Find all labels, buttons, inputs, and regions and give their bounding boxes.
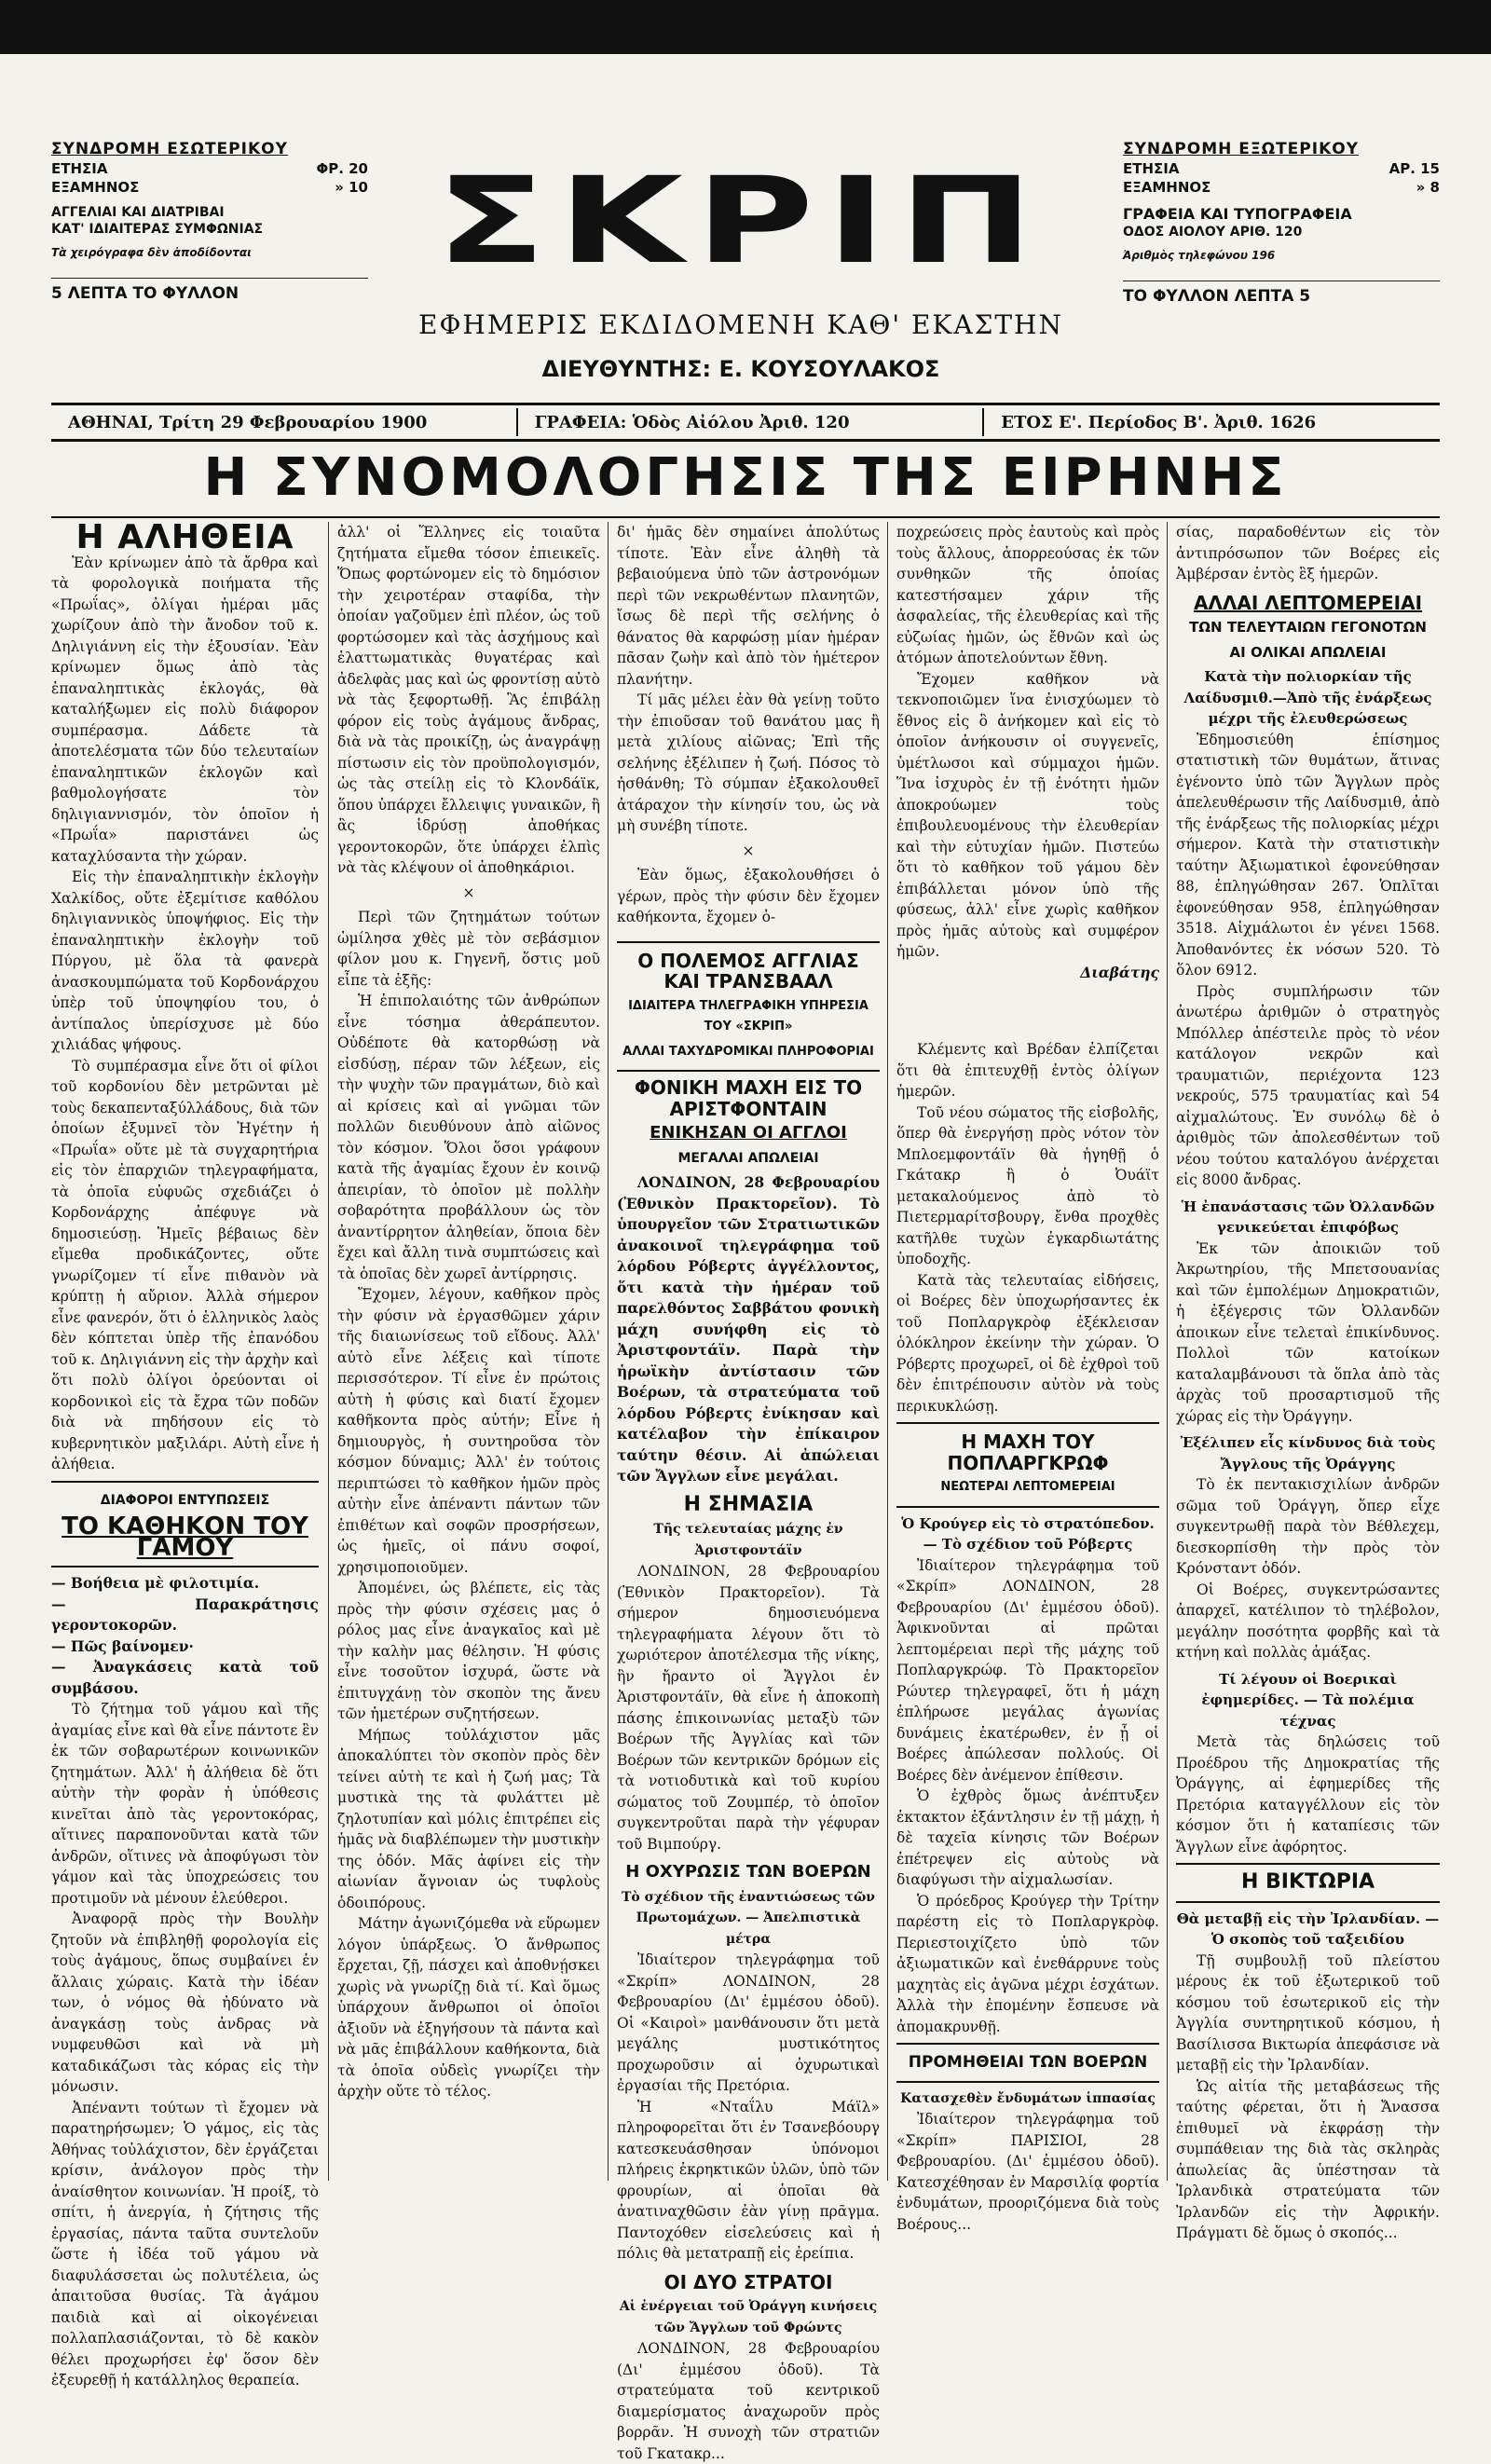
signature: Διαβάτης [1080,963,1159,981]
subheading: Η ΟΧΥΡΩΣΙΣ ΤΩΝ ΒΟΕΡΩΝ [625,1862,871,1882]
top-black-band [0,0,1491,54]
offices-line: ΓΡΑΦΕΙΑ ΚΑΙ ΤΥΠΟΓΡΑΦΕΙΑ [1123,205,1352,223]
paragraph: Τῇ συμβουλῇ τοῦ πλείστου μέρους ἐκ τοῦ ἐξωτερικοῦ τοῦ κόσμου τοῦ ἐσωτερικοῦ εἰς τὴν Ἀγγλία συντηρητικοῦ κόσμου, ἡ Βασίλισσα Βικτωρία ἀπεφάσισε νὰ μεταβῇ εἰς τὴν Ἰρλανδίαν. [1176,1951,1440,2074]
subheading-note: Κατασχεθὲν ἔνδυμάτων ἱππασίας [900,2090,1156,2106]
subheading: ΕΝΙΚΗΣΑΝ ΟΙ ΑΓΓΛΟΙ [650,1123,847,1143]
paragraph: Ἰδιαίτερον τηλεγράφημα τοῦ «Σκρίπ» ΠΑΡΙΣΙΟΙ, 28 Φεβρουαρίου. (Δι' ἐμμέσου ὁδοῦ). Κατεσχέθησαν ἐν Μαρσιλίᾳ φορτία ἐνδυμάτων, προοριζόμενα διὰ τοὺς Βοέρους... [896,2111,1159,2233]
paragraph: Ἀπομένει, ὡς βλέπετε, εἰς τὰς πρὸς τὴν φύσιν σχέσεις μας ὁ ρόλος μας εἶνε ἀναγκαῖος καὶ μὲ τὴν καλὴν μας θέλησιν. Ἡ φύσις εἶνε τοσοῦτον ἰσχυρά, ὥστε νὰ ἐπιτυγχάνῃ τὸν σκοπὸν της ἄνευ τῶν ἡμετέρων συζητήσεων. [337,1580,600,1722]
bullet: — Πῶς βαίνομεν· [51,1636,194,1655]
paragraph: Ἡ ἐπιπολαιότης τῶν ἀνθρώπων εἶνε τόσημα ἀθεράπευτον. Οὐδέποτε θὰ κατορθώσῃ νὰ εἰσδύσῃ, πέραν τῶν λέξεων, εἰς τὴν ψυχὴν τῶν πραγμάτων, διὸ καὶ αἱ κρίσεις καὶ αἱ γνῶμαι τῶν πολλῶν διευθύνουν ἀπὸ αἰῶνος τὸν κόσμον. Ὅλοι ὅσοι γράφουν κατὰ τῆς ἀγαμίας ἔχουν ἐν κοινῷ ἀπειρίαν, τὸ ὁποῖον μὲ πολλὴν σοβαρότητα προβάλλουν ὡς τὸν ἀναντίρρητον ἀληθείαν, ὅποια δὲν ἔχει καὶ ἄλλη τινὰ συμπτώσεις καὶ τὰ ὁποῖας δὲν χωρεῖ ἀντίρρησις. [337,992,600,1282]
paragraph: ποχρεώσεις πρὸς ἑαυτοὺς καὶ πρὸς τοὺς ἄλλους, ἀπορρεούσας ἐκ τῶν συνθηκῶν τῆς ὁποίας κατεστήσαμεν χάριν τῆς ἀσφαλείας, τῆς ἐλευθερίας καὶ τῆς εὐζωίας ἡμῶν, ὡς ἔθνῶν καὶ ὡς ἀτόμων ἀποτελούντων ἔθνη. [896,524,1159,666]
issue-number: ΕΤΟΣ Ε'. Περίοδος Β'. Ἀριθ. 1626 [1001,412,1317,432]
sub-right-row [1123,160,1440,177]
paragraph: Ἀπέναντι τούτων τὶ ἔχομεν νὰ παρατηρήσωμεν; Ὁ γάμος, εἰς τὰς Ἀθήνας τοὐλάχιστον, δὲν ἐργάζεται κρίσιν, ἀνάλογον πρὸς τὴν ἀναίσθητον κοινωνίαν. Ἡ προίξ, τὸ σπίτι, ἡ ἀνεργία, ἡ ζήτησις τῆς ἐργασίας, πάντα ταῦτα συντελοῦν ὥστε ἡ ἰδέα τοῦ γάμου νὰ διαφυλάσσεται ὡς πολυτέλεια, ὡς ἀπαιτοῦσα θυσίας. Τὰ ἀγάμου παιδιὰ καὶ αἱ οἰκογένειαι πολλαπλασιάζονται, τὸ δὲ κακὸν θέλει προχωρήσει ἐφ' ὅσον δὲν ἐξευρεθῇ ἡ κατάλληλος θεραπεία. [51,2099,319,2389]
row-value: ΦΡ. 20 [316,160,368,177]
article-title: Η ΑΛΗΘΕΙΑ [75,518,294,556]
paragraph: Ἡ «Νταΐλυ Μάϊλ» πληροφορεῖται ὅτι ἐν Τσανεβόουργ κατεσκευάσθησαν ὑπόνομοι πλήρεις ἐκρηκτικῶν ὑλῶν, ὑπὸ τῶν φρουρίων, αἱ ὁποῖαι θὰ ἀνατιναχθῶσιν ἐὰν γίνῃ πρᾶγμα. Παντοχόθεν εἰσελεύσεις καὶ ἡ πόλις θὰ μετατραπῇ εἰς ἐρείπια. [617,2098,880,2262]
column-divider [328,522,329,2181]
paragraph: Τὸ συμπέρασμα εἶνε ὅτι οἱ φίλοι τοῦ κορδονίου δὲν μετρῶνται μὲ τοὺς δεκαπενταξύλλάδους, διὰ τῶν ὁποίων ἐξυμνεῖ τὸν Ἠγέτην ἡ «Πρωΐα» οὔτε μὲ τὰ συγχαρητήρια εἰς τὸν ἐπαρχιῶν τηλεγραφήματα, τὰ ὁποῖα εὐφυῶς σχεδιάζει ὁ Κορδονάρχης ἀπέφυγε νὰ δημοσιεύσῃ. Ἡμεῖς βέβαιως δὲν εἴμεθα προδικάζοντες, οὔτε γνωρίζομεν τί εἶνε πιθανὸν νὰ κρύπτῃ ἡ αὔριον. Ἀλλὰ σήμερον εἶνε φανερόν, ὅτι ὁ ἑλληνικὸς λαὸς δὲν κόπτεται ὑπὲρ τῆς ἐπανόδου τοῦ κ. Δηλιγιάννη εἰς τὴν ἀρχὴν καὶ ὅτι πολὺ ὀλίγοι ὀρεύονται οἱ κορδονικοὶ εἰς τὰ ἔχρα τῶν ποδῶν διὰ νὰ πηδήσουν εἰς τὸ κυβερνητικὸν μαξιλάρι. Αὐτὴ εἶνε ἡ ἀλήθεια. [51,1057,319,1472]
bullet: — Παρακράτησις γεροντοκορῶν. [51,1595,319,1634]
bullet: — Βοήθεια μὲ φιλοτιμία. [51,1574,260,1592]
paragraph: Ἐὰν ὅμως, ἐξακολουθήσει ὁ γέρων, πρὸς τὴν φύσιν δὲν ἔχομεν καθήκοντα, ἔχομεν ὁ- [617,867,880,925]
column-1 [51,518,319,2389]
paragraph: Τὸ ζήτημα τοῦ γάμου καὶ τῆς ἀγαμίας εἶνε καὶ θὰ εἶνε πάντοτε ἓν ἐκ τῶν σοβαρωτέρων κοινωνικῶν ζητημάτων. Ἀλλ' ἡ ἀλήθεια δὲ ὅτι αὐτὴν τὴν φορὰν ἡ ὑπόθεσις κινεῖται ἀπὸ τὰς γεροντοκόρας, αἵτινες παραπονοῦνται κατὰ τῶν ἀνδρῶν, οἵτινες νὰ ἀποφύγωσι τὸν γάμον καὶ τὰς ὑποχρεώσεις του προτιμοῦν νὰ μένουν ἐλεύθεροι. [51,1701,319,1907]
subheading-note: Ἡ ἐπανάστασις τῶν Ὀλλανδῶν γενικεύεται ἐπιφόβως [1181,1198,1435,1236]
paragraph: Ὁ ἐχθρὸς ὅμως ἀνέπτυξεν ἐκτακτον ἐξάντλησιν ἐν τῇ μάχῃ, ἡ δὲ ταχεῖα κίνησις τῶν Βοέρων ἐπέτρεψεν εἰς αὐτοὺς νὰ διαφύγωσι τὴν αἰχμαλωσίαν. [896,1787,1159,1888]
paragraph: Πρὸς συμπλήρωσιν τῶν ἀνωτέρω ἀριθμῶν ὁ στρατηγὸς Μπόλλερ ἀπέστειλε πρὸς τὸ νέον κατάλογον νεκρῶν καὶ τραυματιῶν, περιέχοντα 123 νεκρούς, 575 τραυματίας καὶ 54 αἰχμαλώτους. Ἐν συνόλῳ δὲ ὁ ἀριθμὸς τῶν ἀπολεσθέντων τοῦ νέου τούτου καταλόγου ἀνέρχεται εἰς 8000 ἄνδρας. [1176,982,1440,1188]
paragraph: ἀλλ' οἱ Ἕλληνες εἰς τοιαῦτα ζητήματα εἴμεθα τόσον ἐπιεικεῖς. Ὅπως φορτώνομεν εἰς τὸ δημόσιον τὴν χειροτέραν σταφίδα, τὴν ὁποίαν γαζοῦμεν ἐπὶ πλέον, ὡς τοῦ φορτώσομεν καὶ τὰς ἀσχήμους καὶ ἐλαττωματικὰς θυγατέρας καὶ ἀδελφὰς μας καὶ ὡς φροντίσῃ αὐτὸ νὰ τὰς ξεφορτωθῇ. Ἂς ἐπιβάλῃ φόρον εἰς τοὺς ἀγάμους ἄνδρας, διὰ νὰ τὰς προικίζῃ, ὡς ἀναγράψῃ πίστωσιν εἰς τὸν προϋπολογισμόν, ὡς τὰς στείλῃ εἰς τὸ Κλονδάϊκ, ὅπου ὑπάρχει ἔλλειψις γυναικῶν, ἢ ἂς ἱδρύσῃ ἀποθήκας γεροντοκορῶν, ὅτε ὑπάρχει ἐλπὶς νὰ τὰς κλέψουν οἱ ἀποθηκάριοι. [337,524,600,876]
subheading-note: Κατὰ τὴν πολιορκίαν τῆς Λαίδυσμιθ.—Ἀπὸ τῆς ἐνάρξεως μέχρι τῆς ἐλευθερώσεως [1183,668,1432,727]
paragraph: Ἰδιαίτερον τηλεγράφημα τοῦ «Σκρίπ» ΛΟΝΔΙΝΟΝ, 28 Φεβρουαρίου (Δι' ἐμμέσου ὁδοῦ). Οἱ «Καιροὶ» μανθάνουσιν ὅτι μετὰ μεγάλης μυστικότητος προχωροῦσιν αἱ ὀχυρωτικαὶ ἐργασίαι τῆς Πρετόρια. [617,1951,880,2094]
column-5 [1176,522,1440,2241]
ads-line: ΑΓΓΕΛΙΑΙ ΚΑΙ ΔΙΑΤΡΙΒΑΙ [51,205,225,220]
paragraph: Περὶ τῶν ζητημάτων τούτων ὡμίλησα χθὲς μὲ τὸν σεβάσμιον φίλον μου κ. Γηγενῆ, ὅστις μοῦ εἶπε τὰ ἑξῆς: [337,909,600,989]
paragraph: δι' ἡμᾶς δὲν σημαίνει ἀπολύτως τίποτε. Ἐὰν εἶνε ἀληθὴ τὰ βεβαιούμενα ὑπὸ τῶν ἀστρονόμων περὶ τῶν νεκρωθέντων πλανητῶν, ἴσως δὲ περὶ τῆς σελήνης ὁ θάνατος θὰ καρφώσῃ μίαν ἡμέραν πᾶσαν ζωὴν καὶ ἀπὸ τὸν ἡμέτερον πλανήτην. [617,524,880,688]
price-left: 5 ΛΕΠΤΑ ΤΟ ΦΥΛΛΟΝ [51,278,368,303]
paragraph: Ἀναφορᾷ πρὸς τὴν Βουλὴν ζητοῦν νὰ ἐπιβληθῇ φορολογία εἰς τοὺς ἀγάμους, ὅπως συμβαίνει ἐν ἄλλαις χώραις. Κατὰ τὴν ἰδέαν των, ὁ νόμος θὰ ἠδύνατο νὰ ἀναγκάσῃ τοὺς ἀνδρας νὰ νυμφευθῶσι καὶ νὰ μὴ καταδικάζωσι τὰς κόρας εἰς τὴν μόνωσιν. [51,1910,319,2095]
bullet: — Ἀναγκάσεις κατὰ τοῦ συμβάσου. [51,1658,319,1697]
paragraph: Ἔχομεν καθῆκον νὰ τεκνοποιῶμεν ἵνα ἐνισχύωμεν τὸ ἔθνος εἰς ὃ ἀνήκομεν καὶ εἰς τὸ ὁποῖον ἀνήκουσιν οἱ συγγενεῖς, ὑμέτλωσοι καὶ σύμμαχοι ἡμῶν. Ἵνα ἰσχυρὸς ἐν τῇ ἐνότητι ἡμῶν ἀποκρούωμεν τοὺς ἐπιβουλευομένους τὴν ἐλευθερίαν καὶ τὴν εὐτυχίαν ἡμῶν. Πιστεύω ὅτι τὸ καθῆκον τοῦ γάμου δὲν ἐπιβάλλεται μόνον ὑπὸ τῆς φύσεως, ἀλλ' εἶνε χωρὶς καθῆκον πρὸς ἡμᾶς αὐτοὺς καὶ συμφέρον ἡμῶν. [896,670,1159,960]
column-divider [887,522,888,2181]
paragraph: ΛΟΝΔΙΝΟΝ, 28 Φεβρουαρίου (Ἐθνικὸν Πρακτορεῖον). Τὰ σήμερον δημοσιευόμενα τηλεγραφήματα λέγουν ὅτι τὸ χωριότερον ἀποτέλεσμα τῆς νίκης, ἣν ἤραντο οἱ Ἄγγλοι ἐν Ἀριστφοντάϊν, θὰ εἶνε ἡ ἀποκοπὴ πάσης ἐπικοινωνίας μεταξὺ τῶν Βοέρων τῆς Ἀγγλίας καὶ τῶν Βοέρων τῶν κεντρικῶν δρόμων εἰς τὰ νοτιοδυτικὰ καὶ τοῦ κυρίου σώματος τοῦ Ζουμπέρ, τὸ ὁποῖον συγκεντροῦται παρὰ τὴν γέφυραν τοῦ Βιμπούργ. [617,1563,880,1853]
subheading: ΑΛΛΑΙ ΛΕΠΤΟΜΕΡΕΙΑΙ [1193,591,1423,614]
row-value: » 8 [1416,179,1440,196]
column-divider [1167,522,1168,2181]
paragraph: Ὡς αἰτία τῆς μεταβάσεως τῆς ταύτης φέρεται, ὅτι ἡ Ἄνασσα ἐπιθυμεῖ νὰ ἐκφράσῃ τὴν συμπάθειαν της διὰ τὰς σκληρὰς ἀπωλείας ἃς ὑπέστησαν τὰ Ἰρλανδικὰ στρατεύματα τῶν Ἰρλανδῶν εἰς τὴν Ἀφρικήν. Πράγματι δὲ ὅμως ὁ σκοπός... [1176,2077,1440,2241]
row-label: ΕΤΗΣΙΑ [1123,160,1180,177]
war-section-header [617,941,880,1073]
column-3 [617,522,880,2462]
tagline: ΕΦΗΜΕΡΙΣ ΕΚΔΙΔΟΜΕΝΗ ΚΑΘ' ΕΚΑΣΤΗΝ [418,309,1063,340]
paragraph: Κατὰ τὰς τελευταίας εἰδήσεις, οἱ Βοέρες δὲν ὑποχωρήσαντες ἐκ τοῦ Ποπλαργκρὸφ ἐξέκλεισαν ὁλόκληρον ἐκείνην τὴν χώραν. Ὁ Ρόβερτς προχωρεῖ, οἱ δὲ ἐχθροὶ τοῦ δὲν ἐπιτρέπουσιν αὐτὸν νὰ τοὺς περικυκλώσῃ. [896,1271,1159,1415]
paragraph: Μάτην ἀγωνιζόμεθα νὰ εὕρωμεν λόγον ὑπάρξεως. Ὁ ἄνθρωπος ἔρχεται, ζῇ, πάσχει καὶ ἀποθνῄσκει χωρὶς νὰ γνωρίζῃ διὰ τί. Καὶ ὅμως ὑπάρχουν ἄνθρωποι οἱ ὁποῖοι ἀξιοῦν νὰ ἐξηγήσουν τὰ πάντα καὶ νὰ μᾶς ἐπιβάλλουν καθήκοντα, διὰ τὰ ὁποῖα οὐδεὶς γνωρίζει τὴν ἀρχὴν οὔτε τὸ τέλος. [337,1915,600,2100]
war-title: Ο ΠΟΛΕΜΟΣ ΑΓΓΛΙΑΣ ΚΑΙ ΤΡΑΝΣΒΑΑΛ [637,949,859,992]
paragraph: Ἰδιαίτερον τηλεγράφημα τοῦ «Σκρίπ» ΛΟΝΔΙΝΟΝ, 28 Φεβρουαρίου (Δι' ἐμμέσου ὁδοῦ). Ἀφικνοῦνται αἱ πρῶται λεπτομέρειαι περὶ τῆς μάχης τοῦ Ποπλαργκρώφ. Τὸ Πρακτορεῖον Ρώυτερ τηλεγραφεῖ, ὅτι ἡ μάχη ἐπλήρωσε μεγάλας ἀγωνίας δυνάμεις ἑκατέρωθεν, ἐν ᾗ οἱ Βοέρες ἀπώλεσαν πολλούς. Οἱ Βοέρες δὲν ἀνέμενον ἐπίθεσιν. [896,1556,1159,1784]
newspaper-logo: ΣΚΡΙΠ [435,152,1046,291]
subheading: Η ΣΗΜΑΣΙΑ [683,1492,814,1516]
subheading: Η ΒΙΚΤΩΡΙΑ [1240,1870,1375,1894]
paragraph: σίας, παραδοθέντων εἰς τὸν ἀντιπρόσωπον τῶν Βοέρες εἰς Ἀμβέρσαν ἐντὸς ἓξ ἡμερῶν. [1176,524,1440,582]
paragraph: Μετὰ τὰς δηλώσεις τοῦ Προέδρου τῆς Δημοκρατίας τῆς Ὀράγγης, αἱ ἐφημερίδες τῆς Πρετόρια καταγγέλλουν εἰς τὸν κόσμον ὅτι ἡ καταπίεσις τῶν Ἄγγλων εἶνε ἀφόρητος. [1176,1733,1440,1855]
paragraph: Τοῦ νέου σώματος τῆς εἰσβολῆς, ὅπερ θὰ ἐνεργήσῃ πρὸς νότον τὸν Μπλοεμφοντάϊν θὰ ἡγηθῇ ὁ Γκάτακρ ἢ ὁ Ὀυάϊτ μετακαλούμενος ἀπὸ τὸ Πιετερμαρίτσβουργ, ἔνθα προχθὲς κατῆλθε τυχὼν ἐγκαρδιωτάτης ὑποδοχῆς. [896,1103,1159,1267]
subheading: ΤΩΝ ΤΕΛΕΥΤΑΙΩΝ ΓΕΓΟΝΟΤΩΝ [1189,619,1427,636]
column-divider [608,522,609,2181]
address-line: ΟΔΟΣ ΑΙΟΛΟΥ ΑΡΙΘ. 120 [1123,225,1303,240]
subheading: ΑΙ ΟΛΙΚΑΙ ΑΠΩΛΕΙΑΙ [1229,643,1387,661]
dateline [51,403,1440,442]
column-2 [337,522,600,2177]
article-title: ΤΟ ΚΑΘΗΚΟΝ ΤΟΥ ΓΑΜΟΥ [62,1513,308,1562]
section-box [896,2043,1159,2083]
section-box [51,1481,319,1568]
sub-right-title: ΣΥΝΔΡΟΜΗ ΕΞΩΤΕΡΙΚΟΥ [1123,140,1360,158]
subheading: ΟΙ ΔΥΟ ΣΤΡΑΤΟΙ [663,2270,833,2293]
manuscripts-note: Τὰ χειρόγραφα δὲν ἀποδίδονται [51,246,252,259]
row-label: ΕΞΑΜΗΝΟΣ [1123,179,1211,196]
paragraph: Ἐδημοσιεύθη ἐπίσημος στατιστικὴ τῶν θυμάτων, ἅτινας ἐγένοντο ὑπὸ τῶν Ἄγγλων πρὸς ἀπελευθέρωσιν τῆς Λαίδυσμιθ, ἀπὸ τῆς ἐνάρξεως τῆς πολιορκίας μέχρι σήμερον. Κατὰ τὴν στατιστικὴν ταύτην Ἀξιωματικοὶ ἐφονεύθησαν 88, ἐπληγώθησαν 267. Ὁπλῖται ἐφονεύθησαν 958, ἐπληγώθησαν 3518. Αἰχμάλωτοι ἐν γένει 1568. Ἀποθανόντες ἐκ νόσων 520. Τὸ ὅλον 6912. [1176,731,1440,979]
foreign-subscription [1123,140,1440,306]
paragraph: Ὁ πρόεδρος Κρούγερ τὴν Τρίτην παρέστη εἰς τὸ Ποπλαργκρὸφ. Περιεστοιχίζετο ὑπὸ τῶν ἀξιωματικῶν καὶ ἐνεθάρρυνε τοὺς μαχητὰς εἰς ἀγῶνα μέχρι ἐσχάτων. Ἀλλὰ τὴν ἐπομένην ἔσπευσε νὰ ἀπομακρυνθῇ. [896,1892,1159,2035]
paragraph: ΛΟΝΔΙΝΟΝ, 28 Φεβρουαρίου (Δι' ἐμμέσου ὁδοῦ). Τὰ στρατεύματα τοῦ κεντρικοῦ διαμερίσματος ἀναχωροῦν πρὸς βορρᾶν. Ἡ συνοχὴ τῶν στρατιῶν τοῦ Γκατακρ... [617,2340,880,2462]
paragraph: Οἱ Βοέρες, συγκεντρώσαντες ἀπαρχεῖ, κατέλιπον τὸ τηλέβολον, μεγάλην ποσότητα φορβῆς καὶ τὰ κτήνη καὶ πολλὰς ἁμάξας. [1176,1581,1440,1661]
row-value: » 10 [335,179,368,196]
subheading: ΠΡΟΜΗΘΕΙΑΙ ΤΩΝ ΒΟΕΡΩΝ [908,2053,1148,2072]
row-label: ΕΤΗΣΙΑ [51,160,108,177]
phone-note: Ἀριθμὸς τηλεφώνου 196 [1123,249,1276,262]
separator-mark: × [742,842,755,859]
paragraph: Ἐκ τῶν ἀποικιῶν τοῦ Ἀκρωτηρίου, τῆς Μπετσουανίας καὶ τῶν ἐμπολέμων Δημοκρατιῶν, ἡ ἐξέγερσις τῶν Ὀλλανδῶν ἀποικων εἶνε τελεταὶ ἐπικίνδυνος. Πολλοὶ τῶν κατοίκων καταλαμβάνουσι τὰ ὅπλα ἀπὸ τὰς ἀρχὰς τοῦ προσαρτισμοῦ τῆς χώρας εἰς τὴν Ὀράγγην. [1176,1239,1440,1425]
subheading-note: Αἱ ἐνέργειαι τοῦ Ὀράγγη κινήσεις τῶν Ἄγγλων τοῦ Φρώντς [619,2299,878,2335]
section-label: ΔΙΑΦΟΡΟΙ ΕΝΤΥΠΩΣΕΙΣ [100,1492,270,1508]
subheading: Η ΜΑΧΗ ΤΟΥ ΠΟΠΛΑΡΓΚΡΩΦ [947,1430,1109,1474]
paragraph: Ἔχομεν, λέγουν, καθῆκον πρὸς τὴν φύσιν νὰ ἐργασθῶμεν χάριν τῆς διαιωνίσεως τοῦ εἴδους. Ἀλλ' αὐτὸ εἶνε λέξεις καὶ τίποτε περισσότερον. Τί εἶνε ἐν πρώτοις αὐτὴ ἡ φύσις καὶ διατί ἔχομεν καθῆκοντα πρὸς αὐτήν; Εἶνε ἡ δημιουργὸς, ἡ συντηροῦσα τὸν κόσμον δύναμις; Ἀλλ' ἐν τούτοις περιπτώσει τὸ καθῆκον ἡμῶν πρὸς αὐτὴν εἶνε ἀπέναντι πάντων τῶν ἐπιθέτων καὶ σοφῶν προσρήσεων, ὡς ἡμεῖς, οἱ πάνυ σοφοί, χρησιμοποιοῦμεν. [337,1286,600,1576]
subheading-note: Ὁ Κρούγερ εἰς τὸ στρατόπεδον. — Τὸ σχέδιον τοῦ Ρόβερτς [901,1514,1155,1553]
price-right: ΤΟ ΦΥΛΛΟΝ ΛΕΠΤΑ 5 [1123,281,1440,306]
war-subtitle-2: ΑΛΛΑΙ ΤΑΧΥΔΡΟΜΙΚΑΙ ΠΛΗΡΟΦΟΡΙΑΙ [622,1044,874,1059]
paragraph: Κλέμεντς καὶ Βρέδαν ἐλπίζεται ὅτι θὰ ἐπιτευχθῇ ἐντὸς ὀλίγων ἡμερῶν. [896,1041,1159,1100]
director: ΔΙΕΥΘΥΝΤΗΣ: Ε. ΚΟΥΣΟΥΛΑΚΟΣ [541,356,940,382]
war-subtitle: ΙΔΙΑΙΤΕΡΑ ΤΗΛΕΓΡΑΦΙΚΗ ΥΠΗΡΕΣΙΑ ΤΟΥ «ΣΚΡΙΠ» [628,998,869,1034]
subheading: ΦΟΝΙΚΗ ΜΑΧΗ ΕΙΣ ΤΟ ΑΡΙΣΤΦΟΝΤΑΙΝ [634,1076,863,1120]
masthead [51,140,1440,410]
section-box [896,1422,1159,1508]
section-box [1176,1863,1440,1903]
office-address: ΓΡΑΦΕΙΑ: Ὁδὸς Αἰόλου Ἀριθ. 120 [534,412,850,432]
paragraph: Μήπως τοὐλάχιστον μᾶς ἀποκαλύπτει τὸν σκοπὸν πρὸς δὲν τείνει αὐτὴ τε καὶ ἡ ζωή μας; Τὰ μυστικὰ της τὰ φυλάττει μὲ ζηλοτυπίαν καὶ μόλις ἐπιτρέπει εἰς ἡμᾶς νὰ διαβλέπωμεν τὴν μυστικὴν της ὁδόν. Μᾶς ἀφίνει εἰς τὴν αἰωνίαν ἄγνοιαν ὡς τυφλοὺς ὁδοιπόρους. [337,1726,600,1911]
subheading-note: Θὰ μεταβῇ εἰς τὴν Ἰρλανδίαν. — Ὁ σκοπὸς τοῦ ταξειδίου [1176,1910,1440,1948]
sub-right-row [1123,179,1440,196]
paragraph: Τί μᾶς μέλει ἐὰν θὰ γείνῃ τοῦτο τὴν ἐπιοῦσαν τοῦ θανάτου μας ἢ μετὰ χιλίους αἰῶνας; Ἐπὶ τῆς σελήνης ἐξέλιπεν ἡ ζωή. Πόσος τὸ ἠσθάνθη; Τὸ σύμπαν ἐξακολουθεῖ ἀτάραχον τὴν κίνησίν του, ὡς νὰ μὴ συνέβη τίποτε. [617,691,880,834]
paragraph: Ἐὰν κρίνωμεν ἀπὸ τὰ ἄρθρα καὶ τὰ φορολογικὰ ποιήματα τῆς «Πρωΐας», ὀλίγαι ἡμέραι μᾶς χωρίζουν ἀπὸ τὴν ἄνοδον τοῦ κ. Δηλιγιάννη εἰς τὴν ἐξουσίαν. Ἐὰν κρίνωμεν ὅμως ἀπὸ τὰς ἐπαναληπτικὰς ἐκλογάς, θὰ καταλήξωμεν εἰς πολὺ διάφορον συμπέρασμα. Δάδετε τὰ ἀποτελέσματα τῶν δύο τελευταίων ἐπαναληπτικῶν ἐκλογῶν καὶ βαθμολογήσατε τὸν δηλιγιαννισμόν, τὸν ὁποῖον ἡ «Πρωΐα» παριστάνει ὡς καταχλύσαντα τὴν χώραν. [51,554,319,865]
column-4 [896,522,1159,2233]
issue-date: ΑΘΗΝΑΙ, Τρίτη 29 Φεβρουαρίου 1900 [68,412,428,432]
separator-mark: × [462,883,475,901]
paragraph: ΛΟΝΔΙΝΟΝ, 28 Φεβρουαρίου (Ἐθνικὸν Πρακτορεῖον). Τὸ ὑπουργεῖον τῶν Στρατιωτικῶν ἀνακοινοῖ τηλεγράφημα τοῦ λόρδου Ρόβερτς ἀγγέλλοντος, ὅτι κατὰ τὴν ἡμέραν τοῦ παρελθόντος Σαββάτου φονικὴ μάχη συνήφθη εἰς τὸ Ἀριστφοντάϊν. Παρὰ τὴν ἡρωϊκὴν ἀντίστασιν τῶν Βοέρων, τὰ στρατεύματα τοῦ λόρδου Ρόβερτς ἐνίκησαν καὶ κατέλαβον τὴν ἐπίκαιρον ταύτην θέσιν. Αἱ ἀπώλειαι τῶν Ἄγγλων εἶνε μεγάλαι. [617,1173,880,1485]
main-headline: Η ΣΥΝΟΜΟΛΟΓΗΣΙΣ ΤΗΣ ΕΙΡΗΝΗΣ [203,447,1288,508]
paragraph: Εἰς τὴν ἐπαναληπτικὴν ἐκλογὴν Χαλκίδος, οὔτε ἐξεμίτισε καθόλου δηλιγιαννικὸς ὑποψήφιος. Εἰς τὴν ἐπαναληπτικὴν ἐκλογὴν τοῦ Πύργου, μὲ ὅλα τὰ φανερὰ ἀνασκουμπώματα τοῦ Κορδονάρχου ὑπὲρ τοῦ ὑποψηφίου του, ὁ ἀντίπαλος ὑπερίσχυσε μὲ δύο χιλιάδας ψήφους. [51,869,319,1053]
subheading-note: ΝΕΩΤΕΡΑΙ ΛΕΠΤΟΜΕΡΕΙΑΙ [940,1480,1115,1494]
subheading: ΜΕΓΑΛΑΙ ΑΠΩΛΕΙΑΙ [677,1150,819,1166]
row-value: ΑΡ. 15 [1388,160,1440,177]
subheading-note: Τῆς τελευταίας μάχης ἐν Ἀριστφοντάϊν [653,1522,843,1558]
subheading-note: Τί λέγουν οἱ Βοερικαὶ ἐφημερίδες. — Τὰ πολέμια τέχνας [1201,1670,1415,1730]
subheading-note: Ἐξέλιπεν εἷς κίνδυνος διὰ τοὺς Ἄγγλους τῆς Ὀράγγης [1180,1434,1436,1472]
sub-left-title: ΣΥΝΔΡΟΜΗ ΕΣΩΤΕΡΙΚΟΥ [51,140,288,158]
ads-line-2: ΚΑΤ' ΙΔΙΑΙΤΕΡΑΣ ΣΥΜΦΩΝΙΑΣ [51,222,264,237]
paragraph: Τὸ ἐκ πεντακισχιλίων ἀνδρῶν σῶμα τοῦ Ὀράγγη, ὅπερ εἶχε συγκεντρωθῇ παρὰ τὸν Βέθλεχεμ, διεσκορπίσθη τὴν πρὸς τὸν Κρόνσταντ ὁδόν. [1176,1476,1440,1577]
subheading-note: Τὸ σχέδιον τῆς ἐναντιώσεως τῶν Πρωτομάχων. — Ἀπελπιστικὰ μέτρα [622,1889,875,1947]
row-label: ΕΞΑΜΗΝΟΣ [51,179,140,196]
